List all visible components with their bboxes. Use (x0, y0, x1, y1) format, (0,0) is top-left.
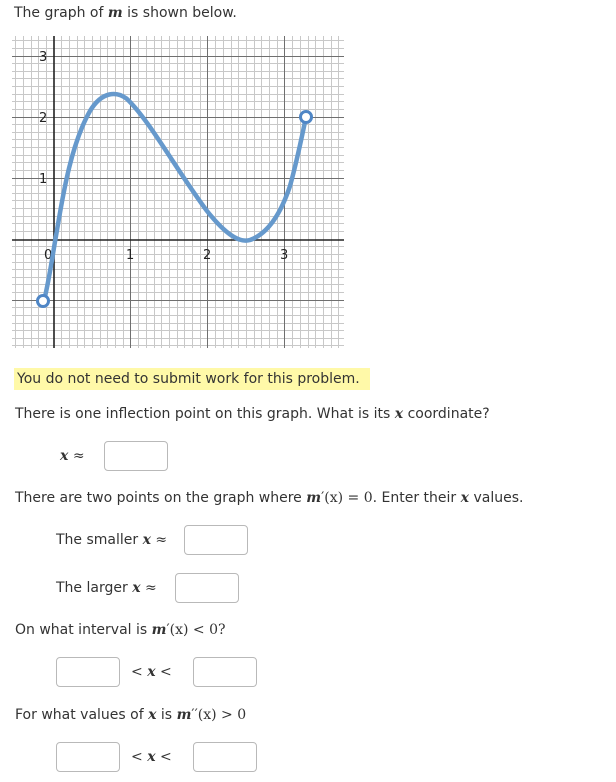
q4-text-mid: is (160, 707, 173, 723)
open-endpoint-right (301, 112, 312, 123)
q2-text-mid: . Enter their (372, 490, 457, 506)
q2-smaller-approx: ≈ (155, 532, 168, 548)
question-4 (15, 707, 246, 723)
q2-larger-approx: ≈ (145, 580, 157, 596)
decreasing-interval-upper-input[interactable] (193, 657, 257, 687)
intro-function-name: m (107, 5, 123, 21)
intro-prefix: The graph of (14, 5, 104, 21)
q2-smaller-label (56, 532, 167, 548)
y-tick-label-2: 2 (39, 111, 48, 126)
q2-larger-label (56, 580, 157, 596)
q4-variable: x (148, 707, 157, 723)
x-tick-label-3: 3 (280, 248, 289, 263)
q2-text-after: values. (473, 490, 524, 506)
inflection-x-input[interactable] (104, 441, 168, 471)
concave-up-interval-lower-input[interactable] (56, 742, 120, 772)
x-tick-label-1: 1 (126, 248, 135, 263)
q3-expr-fn: m (151, 622, 167, 638)
q2-larger-text: The larger (56, 580, 128, 596)
q2-smaller-text: The smaller (56, 532, 139, 548)
q2-expr-rest: ′(x) = 0 (321, 490, 373, 506)
q1-variable: x (394, 406, 404, 422)
q3-variable: x (147, 664, 156, 680)
open-endpoint-left (38, 296, 49, 307)
q2-expr-fn: m (306, 490, 322, 506)
q1-text-before: There is one inflection point on this graph. What is its (15, 406, 391, 422)
q4-expr-rest: ′′(x) > 0 (191, 707, 247, 723)
q2-smaller-variable: x (142, 532, 151, 548)
q3-expr-rest: ′(x) < 0? (166, 622, 226, 638)
q2-larger-variable: x (132, 580, 141, 596)
q2-text-before: There are two points on the graph where (15, 490, 302, 506)
q4-lt2: < (160, 749, 172, 765)
intro-suffix: is shown below. (127, 5, 237, 21)
question-2 (15, 490, 523, 506)
q1-text-after: coordinate? (407, 406, 490, 422)
y-tick-label-1: 1 (39, 172, 48, 187)
q1-answer-label (60, 448, 85, 464)
q1-approx-symbol: ≈ (72, 448, 85, 464)
q4-inequality (131, 749, 172, 765)
q4-inequality-variable: x (147, 749, 156, 765)
larger-x-input[interactable] (175, 573, 239, 603)
q3-lt2: < (160, 664, 172, 680)
q1-label-variable: x (60, 448, 69, 464)
q2-variable: x (460, 490, 469, 506)
q4-lt1: < (131, 749, 143, 765)
question-1 (15, 406, 490, 422)
graph (12, 36, 344, 348)
q3-text: On what interval is (15, 622, 148, 638)
q4-expr-fn: m (176, 707, 192, 723)
q4-text-before: For what values of (15, 707, 144, 723)
x-tick-label-0: 0 (44, 248, 53, 263)
q3-lt1: < (131, 664, 143, 680)
q3-inequality (131, 664, 172, 680)
notice-text: You do not need to submit work for this problem. (17, 371, 360, 387)
smaller-x-input[interactable] (184, 525, 248, 555)
question-3 (15, 622, 226, 638)
y-tick-label-3: 3 (39, 50, 48, 65)
x-tick-label-2: 2 (203, 248, 212, 263)
decreasing-interval-lower-input[interactable] (56, 657, 120, 687)
intro-line (14, 5, 237, 21)
concave-up-interval-upper-input[interactable] (193, 742, 257, 772)
